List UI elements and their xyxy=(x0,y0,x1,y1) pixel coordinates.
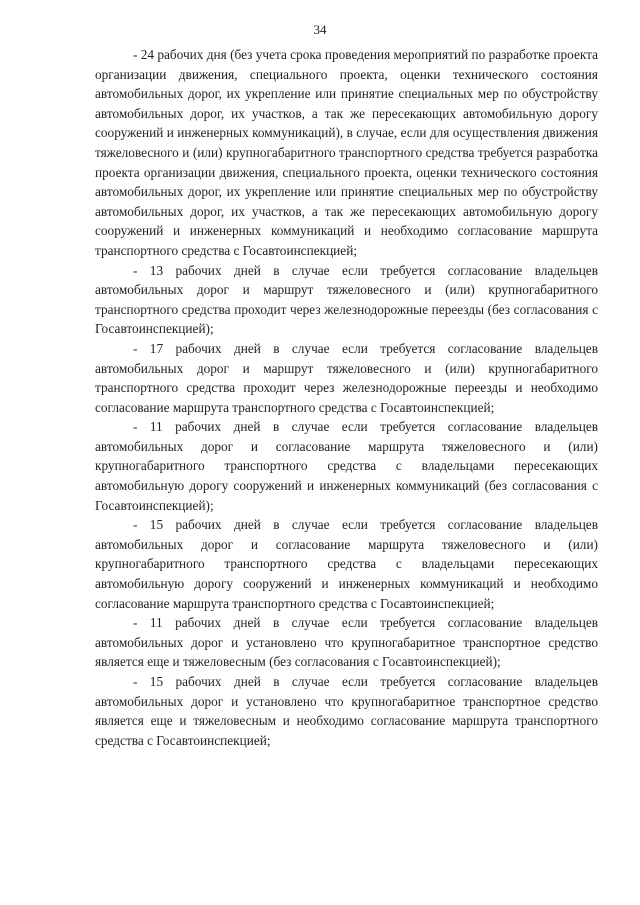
page-number: 34 xyxy=(313,22,327,37)
paragraph-15-days-heavy: - 15 рабочих дней в случае если требуется согласование владельцев автомобильных дорог и установлено что крупногабаритное транспортное средство является еще и тяжеловесным и необходимо согласование маршрута транспортного средства с Госавтоинспекцией; xyxy=(95,674,598,748)
paragraph-17-days: - 17 рабочих дней в случае если требуется согласование владельцев автомобильных дорог и маршрут тяжеловесного и (или) крупногабаритного транспортного средства проходит через железнодорожные переезды и необходимо согласование маршрута транспортного средства с Госавтоинспекцией; xyxy=(95,340,598,415)
document-body xyxy=(95,45,598,750)
paragraph-13-days: - 13 рабочих дней в случае если требуется согласование владельцев автомобильных дорог и маршрут тяжеловесного и (или) крупногабаритного транспортного средства проходит через железнодорожные переезды (без согласования с Госавтоинспекцией); xyxy=(95,262,598,337)
paragraph-11-days-structures: - 11 рабочих дней в случае если требуется согласование владельцев автомобильных дорог и согласование маршрута тяжеловесного и (или) крупногабаритного транспортного средства с владельцами пересекающих автомобильную дорогу сооружений и инженерных коммуникаций (без согласования с Госавтоинспекцией); xyxy=(95,419,598,513)
paragraph-11-days-heavy: - 11 рабочих дней в случае если требуется согласование владельцев автомобильных дорог и установлено что крупногабаритное транспортное средство является еще и тяжеловесным (без согласования с Госавтоинспекцией); xyxy=(95,615,598,670)
paragraph-24-days: - 24 рабочих дня (без учета срока проведения мероприятий по разработке проекта организации движения, специального проекта, оценки технического состояния автомобильных дорог, их укрепление или принятие специальных мер по обустройству автомобильных дорог, их участков, а так же пересекающих автомобильную дорогу сооружений и инженерных коммуникаций), в случае, если для осуществления движения тяжеловесного и (или) крупногабаритного транспортного средства требуется разработка проекта организации движения, специального проекта, оценки технического состояния автомобильных дорог, их укрепление или принятие специальных мер по обустройству автомобильных дорог, их участков, а так же пересекающих автомобильную дорогу сооружений и инженерных коммуникаций и необходимо согласование маршрута транспортного средства с Госавтоинспекцией; xyxy=(95,47,599,258)
paragraph-15-days-structures: - 15 рабочих дней в случае если требуется согласование владельцев автомобильных дорог и согласование маршрута тяжеловесного и (или) крупногабаритного транспортного средства с владельцами пересекающих автомобильную дорогу сооружений и инженерных коммуникаций и необходимо согласование маршрута транспортного средства с Госавтоинспекцией; xyxy=(95,517,598,611)
